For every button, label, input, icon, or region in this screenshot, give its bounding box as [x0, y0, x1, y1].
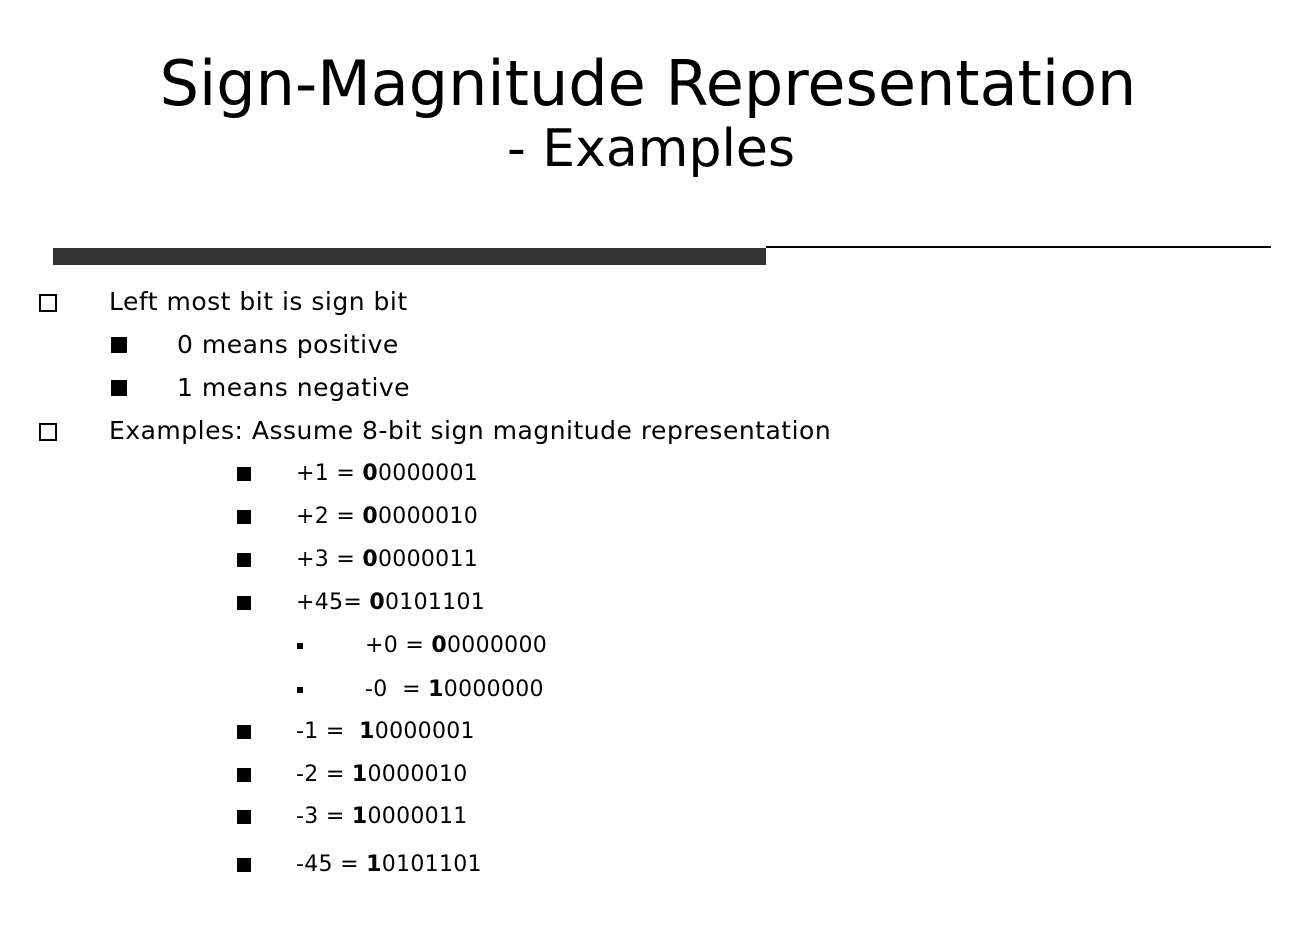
- example-item: [0, 459, 1316, 489]
- magnitude-bits: 0101101: [381, 852, 482, 877]
- filled-square-bullet-icon: [237, 553, 251, 567]
- example-item: [0, 545, 1316, 575]
- filled-square-bullet-icon: [237, 768, 251, 782]
- example-text: [296, 717, 475, 747]
- filled-square-bullet-icon: [237, 725, 251, 739]
- magnitude-bits: 0000000: [446, 633, 548, 658]
- magnitude-bits: 0000010: [367, 762, 468, 787]
- small-square-bullet-icon: [297, 643, 303, 649]
- example-text: [365, 675, 544, 705]
- sign-bit: 0: [362, 504, 378, 529]
- example-item-zero: [0, 675, 1316, 705]
- slide-subtitle: - Examples: [507, 119, 795, 179]
- bullet-text: Left most bit is sign bit: [109, 287, 408, 316]
- bullet-sign-bit: [0, 287, 1316, 317]
- sign-bit: 1: [351, 804, 368, 829]
- sign-bit: 1: [351, 762, 368, 787]
- example-text: [296, 545, 478, 575]
- example-text: [365, 631, 547, 661]
- filled-square-bullet-icon: [237, 858, 251, 872]
- example-lhs: -2 =: [296, 762, 352, 787]
- magnitude-bits: 0000011: [367, 804, 468, 829]
- filled-square-bullet-icon: [111, 337, 127, 353]
- sign-bit: 0: [362, 461, 378, 486]
- sign-bit: 1: [366, 852, 382, 877]
- example-lhs: +2 =: [296, 504, 363, 529]
- example-text: [296, 850, 482, 880]
- filled-square-bullet-icon: [237, 596, 251, 610]
- hollow-square-bullet-icon: [39, 294, 57, 312]
- sign-bit: 1: [428, 677, 444, 702]
- example-text: [296, 459, 478, 489]
- filled-square-bullet-icon: [237, 810, 251, 824]
- filled-square-bullet-icon: [237, 510, 251, 524]
- example-item: [0, 588, 1316, 618]
- filled-square-bullet-icon: [237, 467, 251, 481]
- filled-square-bullet-icon: [111, 380, 127, 396]
- example-lhs: -0 =: [365, 677, 429, 702]
- sub-bullet-negative: [0, 373, 1316, 403]
- example-text: [296, 588, 485, 618]
- example-text: [296, 502, 478, 532]
- example-item: [0, 717, 1316, 747]
- bullet-text: Examples: Assume 8-bit sign magnitude representation: [109, 416, 832, 445]
- example-text: [296, 760, 468, 790]
- sub-bullet-text: 1 means negative: [177, 373, 411, 402]
- small-square-bullet-icon: [297, 687, 303, 693]
- sign-bit: 0: [369, 590, 385, 615]
- example-item: [0, 502, 1316, 532]
- example-lhs: +3 =: [296, 547, 363, 572]
- sub-bullet-text: 0 means positive: [177, 330, 399, 359]
- magnitude-bits: 0000000: [443, 677, 544, 702]
- title-rule-thin: [766, 246, 1271, 248]
- magnitude-bits: 0000010: [377, 504, 479, 529]
- magnitude-bits: 0000011: [377, 547, 479, 572]
- example-lhs: -45 =: [296, 852, 367, 877]
- example-item: [0, 802, 1316, 832]
- example-lhs: -1 =: [296, 719, 360, 744]
- example-lhs: -3 =: [296, 804, 352, 829]
- hollow-square-bullet-icon: [39, 423, 57, 441]
- example-lhs: +1 =: [296, 461, 363, 486]
- slide-title: Sign-Magnitude Representation: [159, 47, 1137, 120]
- bullet-examples: [0, 416, 1316, 446]
- sign-bit: 0: [362, 547, 378, 572]
- sign-bit: 1: [359, 719, 375, 744]
- example-item: [0, 760, 1316, 790]
- magnitude-bits: 0000001: [374, 719, 475, 744]
- sign-bit: 0: [431, 633, 447, 658]
- example-item-zero: [0, 631, 1316, 661]
- title-rule-thick: [53, 248, 766, 265]
- example-item: [0, 850, 1316, 880]
- sub-bullet-positive: [0, 330, 1316, 360]
- example-text: [296, 802, 468, 832]
- magnitude-bits: 0101101: [384, 590, 486, 615]
- magnitude-bits: 0000001: [377, 461, 479, 486]
- example-lhs: +0 =: [365, 633, 432, 658]
- example-lhs: +45=: [296, 590, 370, 615]
